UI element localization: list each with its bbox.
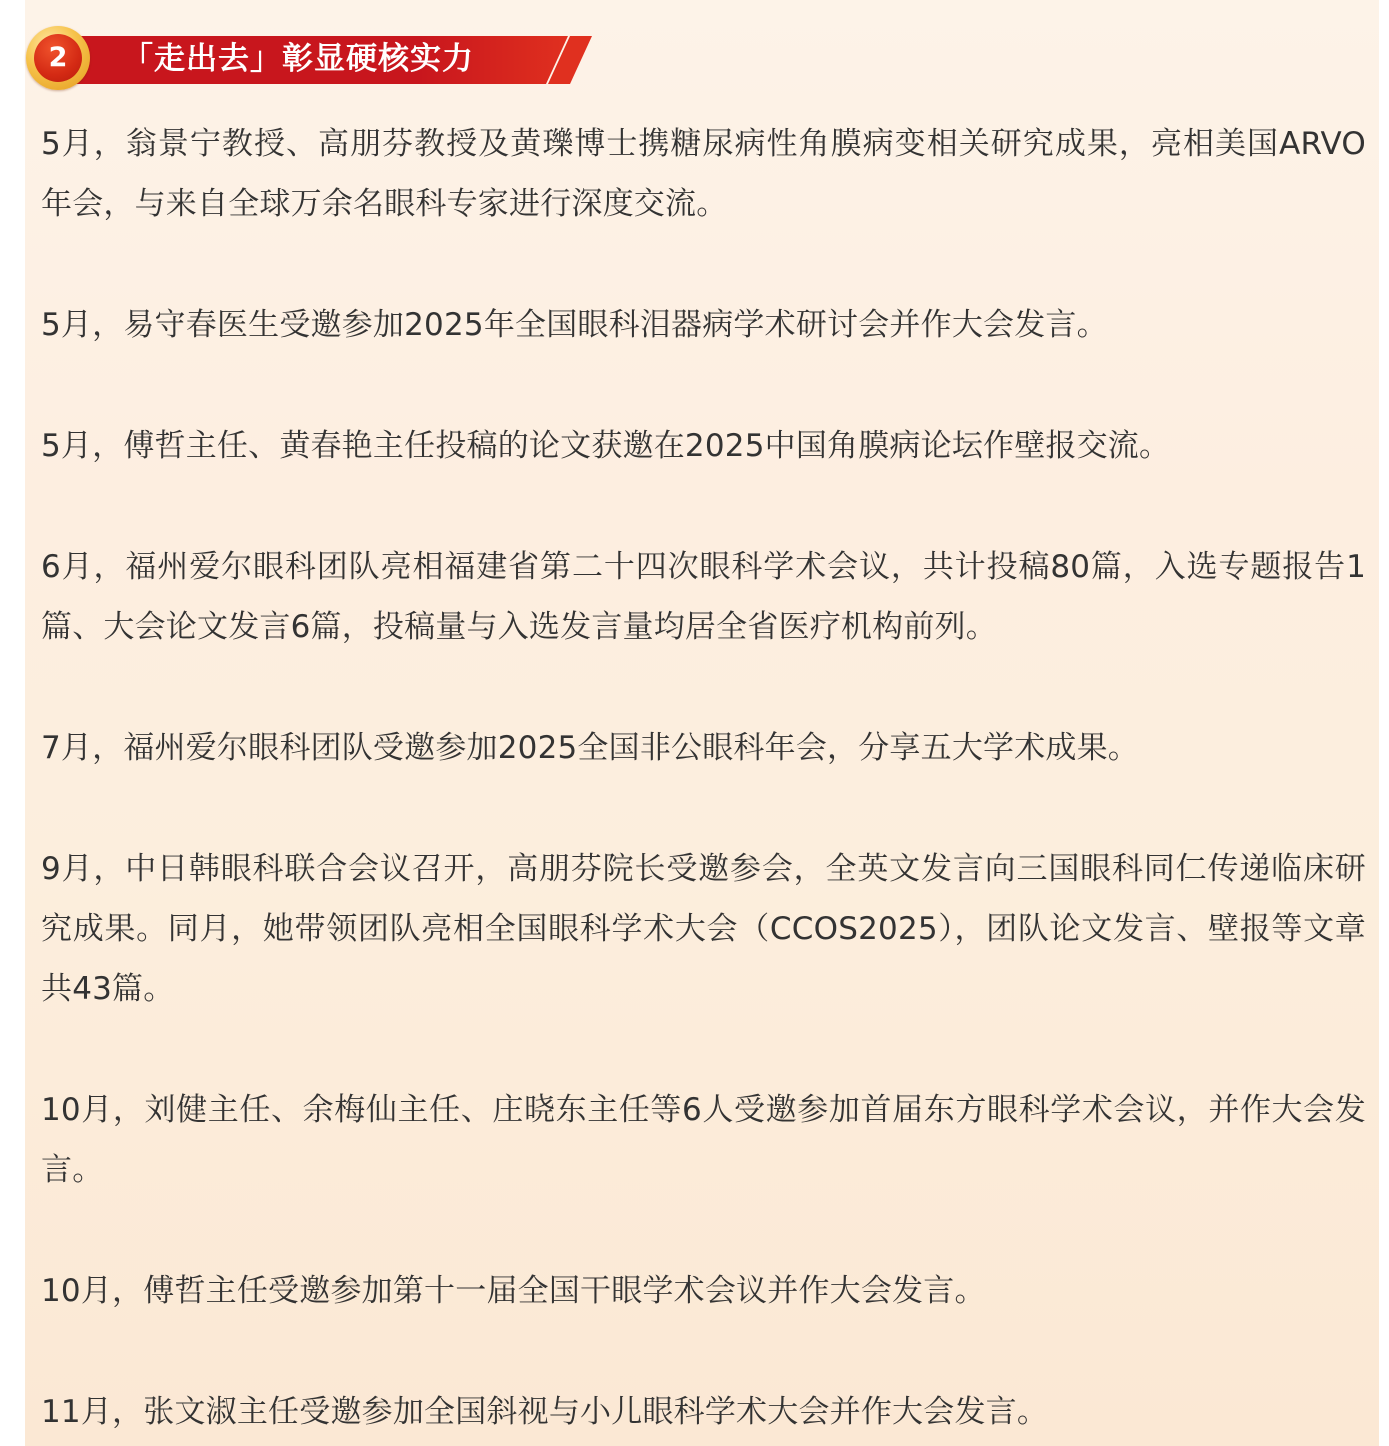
paragraph-2: 5月，易守春医生受邀参加2025年全国眼科泪器病学术研讨会并作大会发言。 xyxy=(41,307,1108,343)
section-number-badge xyxy=(26,26,90,90)
paragraph-8: 10月，傅哲主任受邀参加第十一届全国干眼学术会议并作大会发言。 xyxy=(41,1273,986,1309)
section-number: 2 xyxy=(34,34,82,82)
paragraph-9: 11月，张文淑主任受邀参加全国斜视与小儿眼科学术大会并作大会发言。 xyxy=(41,1394,1049,1430)
paragraph-3: 5月，傅哲主任、黄春艳主任投稿的论文获邀在2025中国角膜病论坛作壁报交流。 xyxy=(41,428,1171,464)
paragraph-1: 5月，翁景宁教授、高朋芬教授及黄瓅博士携糖尿病性角膜病变相关研究成果，亮相美国ARVO 年会，与来自全球万余名眼科专家进行深度交流。 xyxy=(41,126,1366,222)
paragraph-7: 10月，刘健主任、余梅仙主任、庄晓东主任等6人受邀参加首届东方眼科学术会议，并作大会发言。 xyxy=(41,1092,1366,1188)
article-body xyxy=(41,114,1366,1442)
paragraph-6: 9月，中日韩眼科联合会议召开，高朋芬院长受邀参会，全英文发言向三国眼科同仁传递临床研究成果。同月，她带领团队亮相全国眼科学术大会（CCOS2025），团队论文发言、壁报等文章共43篇。 xyxy=(41,851,1366,1007)
section-title: 「走出去」彰显硬核实力 xyxy=(122,41,474,77)
section-header xyxy=(26,26,586,92)
paragraph-5: 7月，福州爱尔眼科团队受邀参加2025全国非公眼科年会，分享五大学术成果。 xyxy=(41,730,1140,766)
paragraph-4: 6月，福州爱尔眼科团队亮相福建省第二十四次眼科学术会议，共计投稿80篇，入选专题报告1篇、大会论文发言6篇，投稿量与入选发言量均居全省医疗机构前列。 xyxy=(41,549,1366,645)
